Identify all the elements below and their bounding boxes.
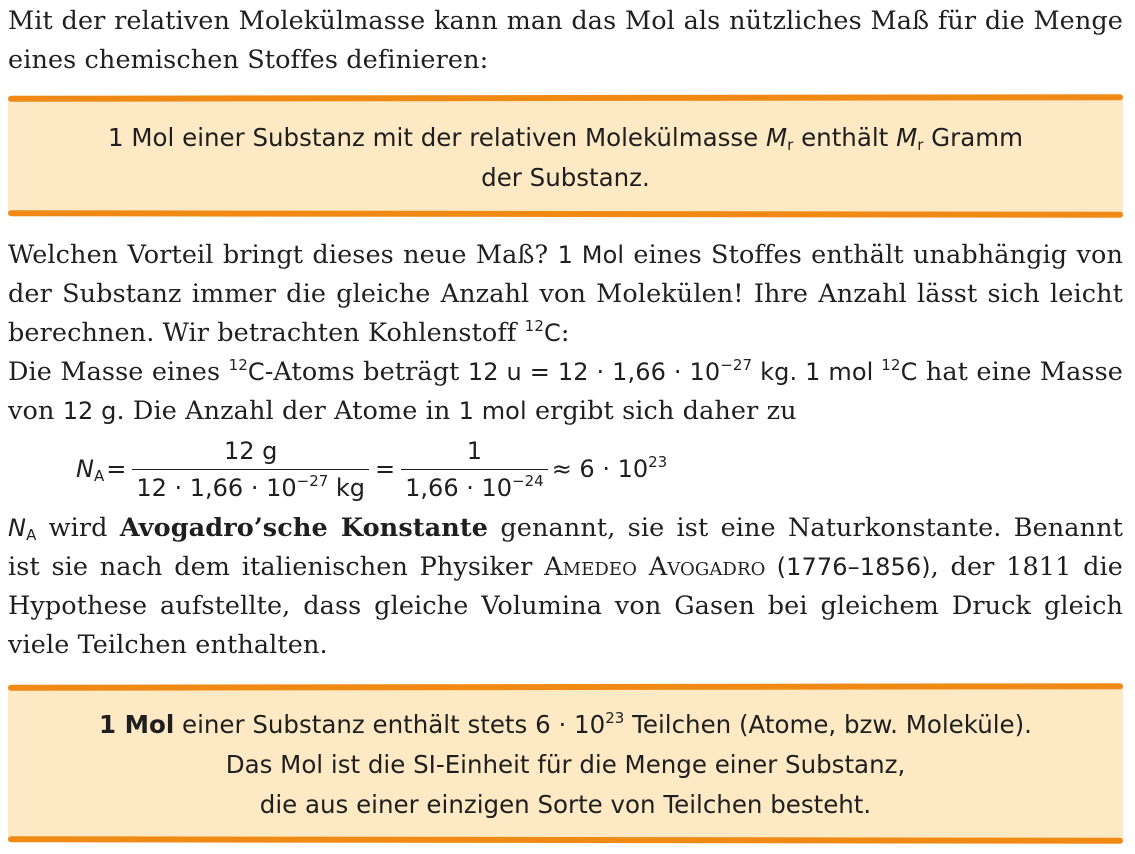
person-name: Amedeo Avogadro <box>544 552 766 582</box>
intro-paragraph: Mit der relativen Molekülmasse kann man das Mol als nützliches Maß für die Menge eines chemischen Stoffes definieren: <box>8 6 1123 75</box>
summary-line-1: 1 Mol einer Substanz enthält stets $6 \cdot 10^{23}$ Teilchen (Atome, bzw. Moleküle). <box>99 709 1032 739</box>
avogadro-paragraph: $N_A$ wird Avogadro’sche Konstante genannt, sie ist eine Naturkonstante. Benannt ist sie nach dem italienischen Physiker Amedeo Avogadro (1776–1856), der 1811 die Hypothese aufstellte, dass gleiche Volumina von Gasen bei gleichem Druck gleich viele Teilchen enthalten. <box>8 513 1123 660</box>
carbon-12-symbol: $^{12}$C <box>524 317 561 347</box>
fraction-simplified: $\frac{1}{1,66 \cdot 10^{-24}}$ <box>401 436 548 503</box>
avogadro-formula: $N_A$ = $\frac{12 g}{12 \cdot 1,66 \cdot 10^{-27} kg}$ = $\frac{1}{1,66 \cdot 10^{-24}}$ ≈ $6 \cdot 10^{23}$ <box>76 436 668 502</box>
summary-line-2: Das Mol ist die SI-Einheit für die Menge einer Substanz, <box>225 750 906 779</box>
formula-result: ≈ $6 \cdot 10^{23}$ <box>551 453 668 483</box>
term-avogadro-constant: Avogadro’sche Konstante <box>119 513 489 543</box>
carbon-mass-expression: 12 $u = 12 \cdot 1,66 \cdot 10^{-27}$ kg. 1 mol $^{12}$C <box>467 356 918 386</box>
formula-lhs: $N_A$ <box>76 455 105 485</box>
definition-box-mol <box>8 98 1123 214</box>
definition-line-2: der Substanz. <box>481 163 650 192</box>
definition-line-1: 1 Mol einer Substanz mit der relativen Molekülmasse $M_r$ enthält $M_r$ Gramm <box>108 123 1023 154</box>
explanation-paragraph: Welchen Vorteil bringt dieses neue Maß? 1 Mol eines Stoffes enthält unabhängig von der Substanz immer die gleiche Anzahl von Molekülen! Ihre Anzahl lässt sich leicht berechnen. Wir betrachten Kohlenstoff $^{12}$C: Die Masse eines $^{12}$C-Atoms beträgt 12 $u = 12 \cdot 1,66 \cdot 10^{-27}$ kg. 1 mol $^{12}$C hat eine Masse von 12 g. Die Anzahl der Atome in 1 mol ergibt sich daher zu <box>8 240 1123 426</box>
summary-box-mol <box>8 687 1123 840</box>
fraction-mass-ratio: $\frac{12 g}{12 \cdot 1,66 \cdot 10^{-27} kg}$ <box>132 436 369 503</box>
summary-line-3: die aus einer einzigen Sorte von Teilchen besteht. <box>259 790 872 819</box>
